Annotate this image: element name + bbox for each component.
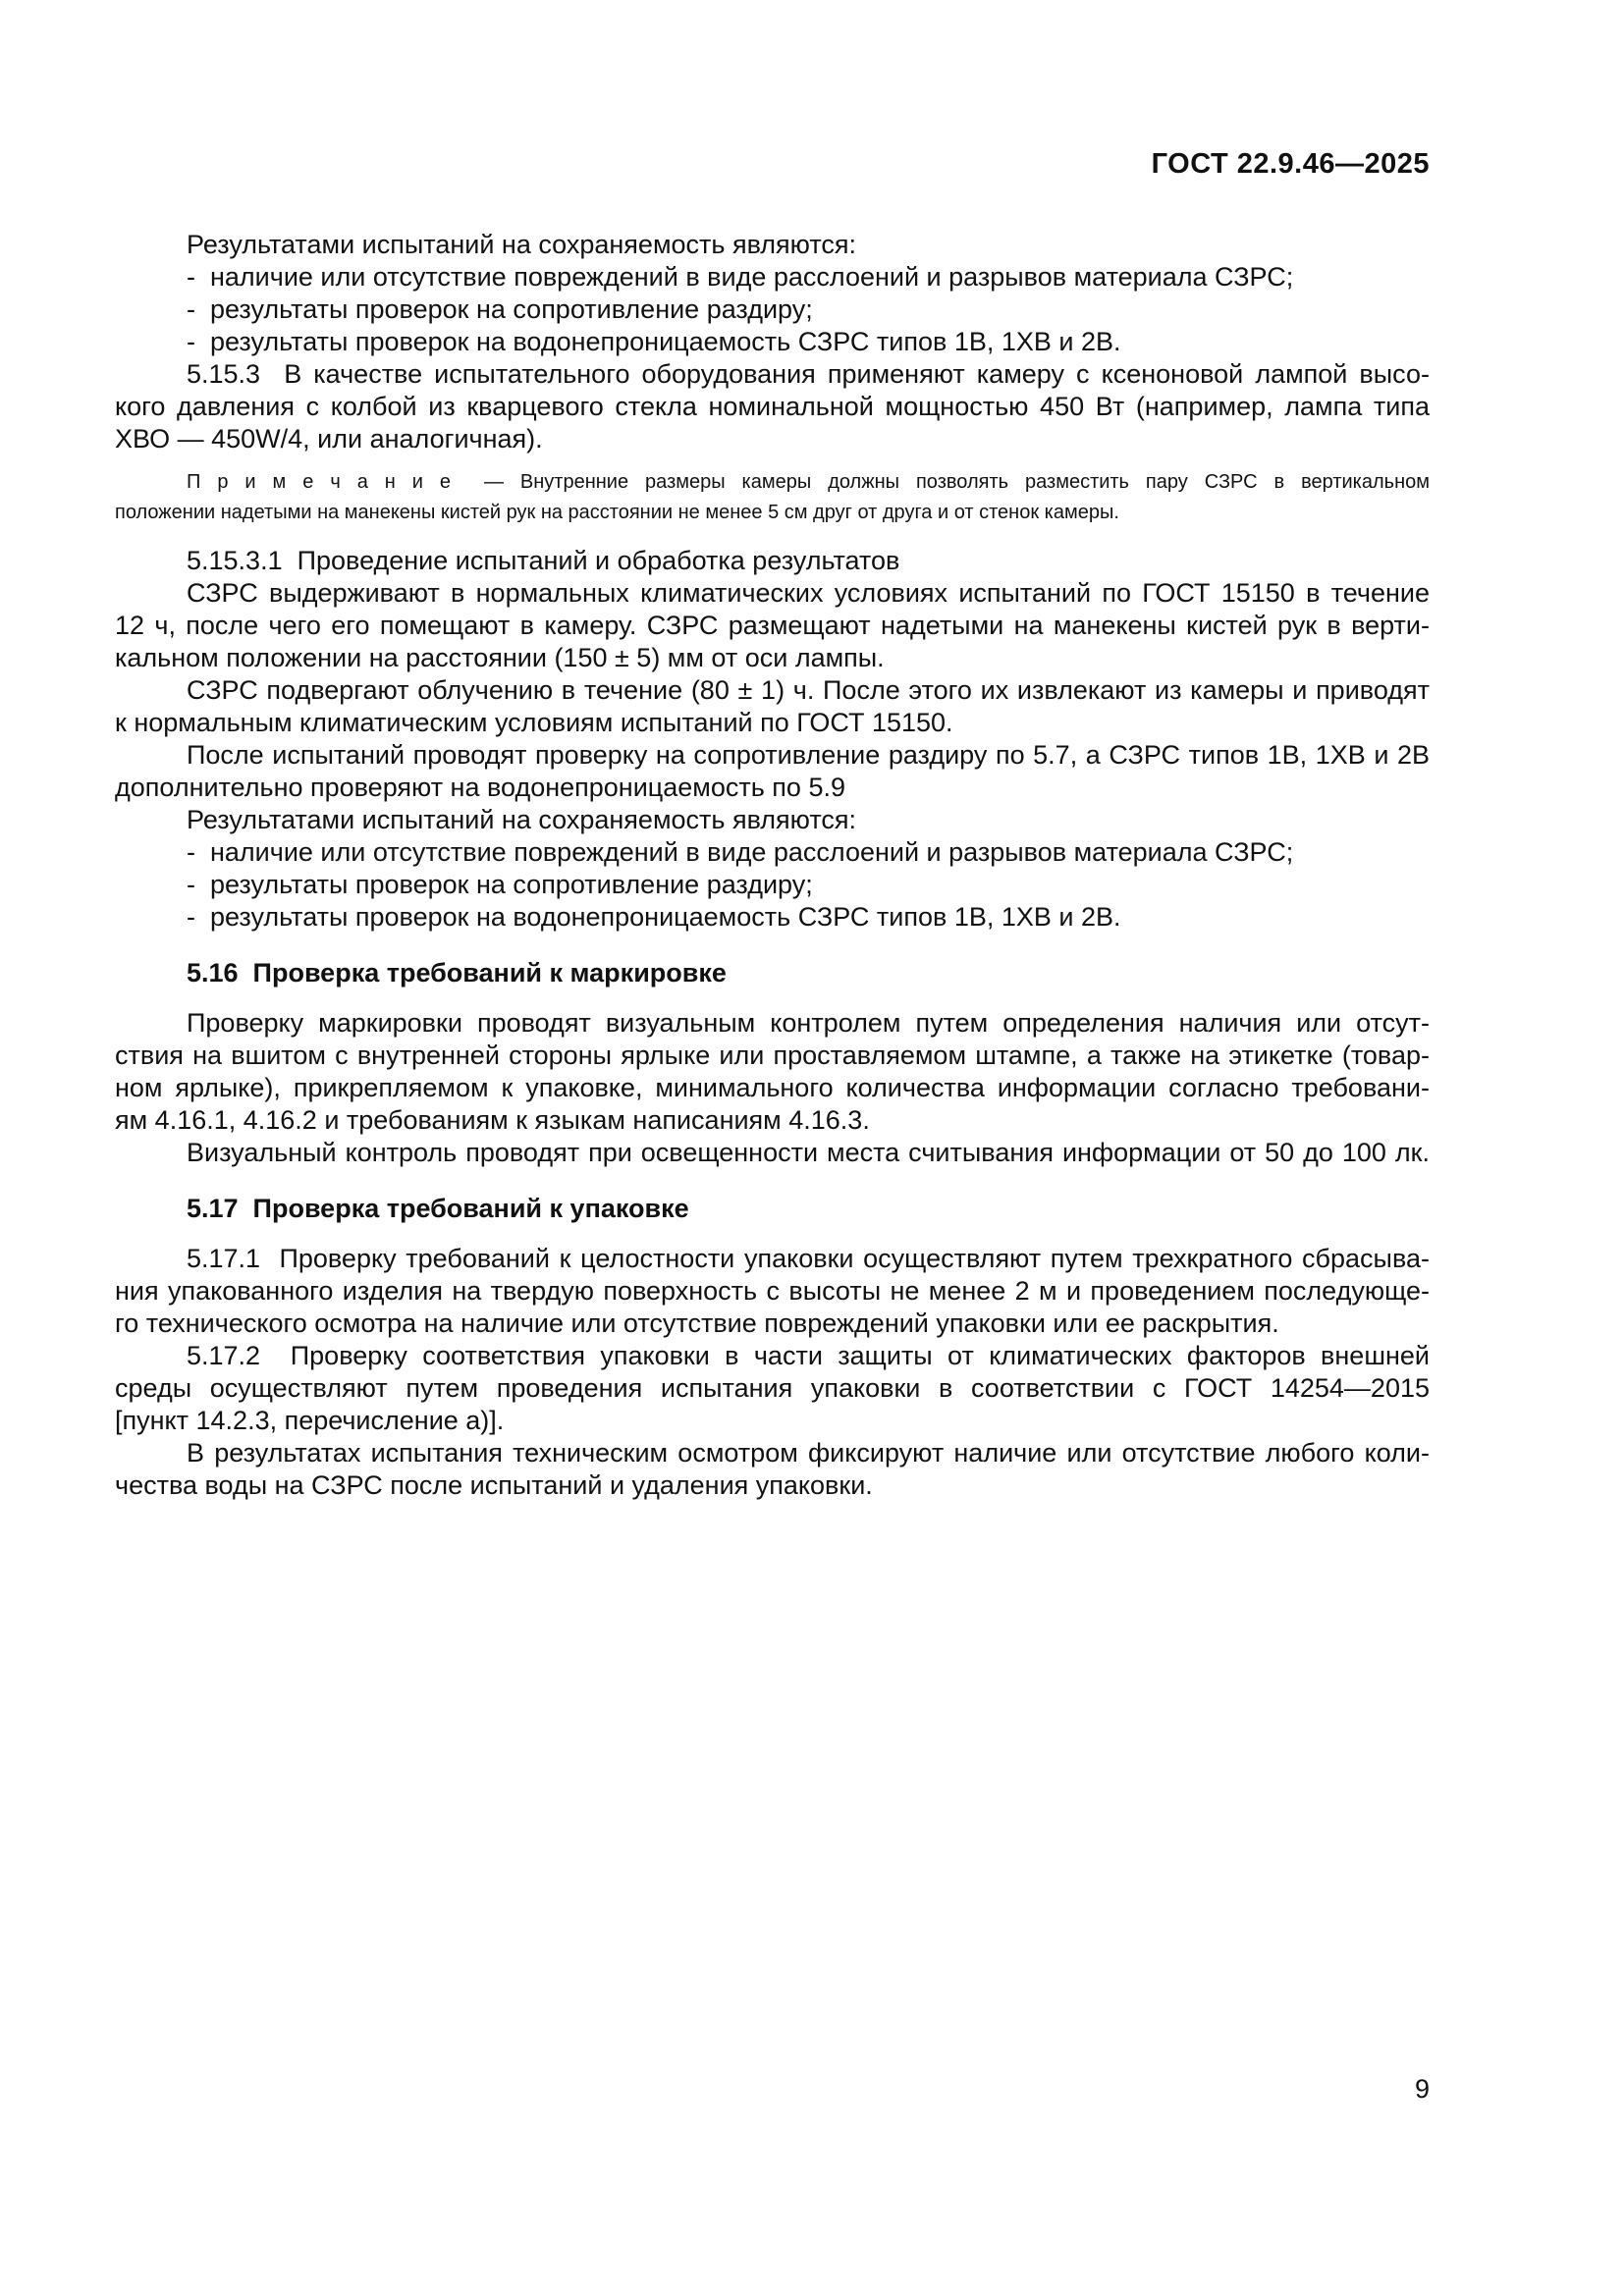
paragraph <box>115 1137 1430 1169</box>
text-line: ния упакованного изделия на твердую поверхность с высоты не менее 2 м и проведением последующе- <box>115 1276 1430 1306</box>
text-line: 5.17.1 Проверку требований к целостности упаковки осуществляют путем трехкратного сбрасыва- <box>187 1244 1430 1273</box>
text-line: СЗРС выдерживают в нормальных климатических условиях испытаний по ГОСТ 15150 в течение <box>187 578 1430 608</box>
text-line: [пункт 14.2.3, перечисление а)]. <box>115 1406 505 1435</box>
text-line: П р и м е ч а н и е — Внутренние размеры камеры должны позволять разместить пару СЗРС в вертикальном <box>187 471 1430 493</box>
text-line: 5.15.3 В качестве испытательного оборудования применяют камеру с ксеноновой лампой высо- <box>187 359 1430 389</box>
text-line: Проверку маркировки проводят визуальным контролем путем определения наличия или отсут- <box>187 1008 1430 1038</box>
text-line: положении надетыми на манекены кистей рук на расстоянии не менее 5 см друг от друга и от стенок камеры. <box>115 502 1119 523</box>
section-heading <box>115 1193 1430 1225</box>
heading-line: 5.17 Проверка требований к упаковке <box>187 1194 689 1223</box>
text-line: СЗРС подвергают облучению в течение (80 ± 1) ч. После этого их извлекают из камеры и приводят <box>187 675 1430 705</box>
text-line: среды осуществляют путем проведения испытания упаковки в соответствии с ГОСТ 14254—2015 <box>115 1373 1430 1403</box>
text-line: кого давления с колбой из кварцевого стекла номинальной мощностью 450 Вт (например, лампа типа <box>115 392 1430 421</box>
text-line: В результатах испытания техническим осмотром фиксируют наличие или отсутствие любого коли- <box>187 1438 1430 1468</box>
paragraph <box>115 739 1430 804</box>
paragraph <box>115 674 1430 739</box>
text-line: дополнительно проверяют на водонепроницаемость по 5.9 <box>115 773 845 802</box>
paragraph <box>115 804 1430 836</box>
heading-line: 5.16 Проверка требований к маркировке <box>187 958 727 988</box>
text-line: ном ярлыке), прикрепляемом к упаковке, минимального количества информации согласно требовани- <box>115 1073 1430 1102</box>
page-number: 9 <box>1414 2074 1430 2104</box>
text-line: - наличие или отсутствие повреждений в виде расслоений и разрывов материала СЗРС; <box>187 262 1294 292</box>
text-line: ям 4.16.1, 4.16.2 и требованиям к языкам написаниям 4.16.3. <box>115 1105 870 1135</box>
paragraph <box>115 545 1430 577</box>
bullet-list <box>115 836 1430 934</box>
text-line: После испытаний проводят проверку на сопротивление раздиру по 5.7, а СЗРС типов 1В, 1ХВ и 2В <box>187 740 1430 770</box>
text-line: Результатами испытаний на сохраняемость являются: <box>187 230 857 259</box>
paragraph <box>115 358 1430 455</box>
text-line: - результаты проверок на сопротивление раздиру; <box>187 870 813 899</box>
text-line: 5.17.2 Проверку соответствия упаковки в части защиты от климатических факторов внешней <box>187 1341 1430 1370</box>
paragraph <box>115 1437 1430 1502</box>
text-line: ХВО — 450W/4, или аналогичная). <box>115 424 543 454</box>
text-line: го технического осмотра на наличие или отсутствие повреждений упаковки или ее раскрытия. <box>115 1308 1279 1338</box>
paragraph <box>115 1340 1430 1437</box>
text-line: - результаты проверок на сопротивление раздиру; <box>187 294 813 324</box>
text-line: ствия на вшитом с внутренней стороны ярлыке или проставляемом штампе, а также на этикетке (товар- <box>115 1041 1430 1070</box>
paragraph <box>115 229 1430 261</box>
text-line: кальном положении на расстоянии (150 ± 5) мм от оси лампы. <box>115 643 885 672</box>
text-line: 12 ч, после чего его помещают в камеру. СЗРС размещают надетыми на манекены кистей рук в верти- <box>115 611 1430 640</box>
section-heading <box>115 957 1430 989</box>
text-line: 5.15.3.1 Проведение испытаний и обработка результатов <box>187 546 900 575</box>
document-header-standard-designation: ГОСТ 22.9.46—2025 <box>1151 148 1430 180</box>
text-line: Визуальный контроль проводят при освещенности места считывания информации от 50 до 100 лк. <box>187 1138 1430 1167</box>
text-line: - результаты проверок на водонепроницаемость СЗРС типов 1В, 1ХВ и 2В. <box>187 902 1121 932</box>
text-line: - результаты проверок на водонепроницаемость СЗРС типов 1В, 1ХВ и 2В. <box>187 327 1121 356</box>
text-line: - наличие или отсутствие повреждений в виде расслоений и разрывов материала СЗРС; <box>187 837 1294 867</box>
paragraph <box>115 577 1430 674</box>
bullet-list <box>115 261 1430 358</box>
text-line: чества воды на СЗРС после испытаний и удаления упаковки. <box>115 1470 873 1500</box>
text-line: к нормальным климатическим условиям испытаний по ГОСТ 15150. <box>115 708 953 737</box>
text-line: Результатами испытаний на сохраняемость являются: <box>187 805 857 834</box>
paragraph <box>115 1243 1430 1340</box>
document-body <box>115 229 1430 1502</box>
note-block <box>115 467 1430 528</box>
paragraph <box>115 1007 1430 1137</box>
